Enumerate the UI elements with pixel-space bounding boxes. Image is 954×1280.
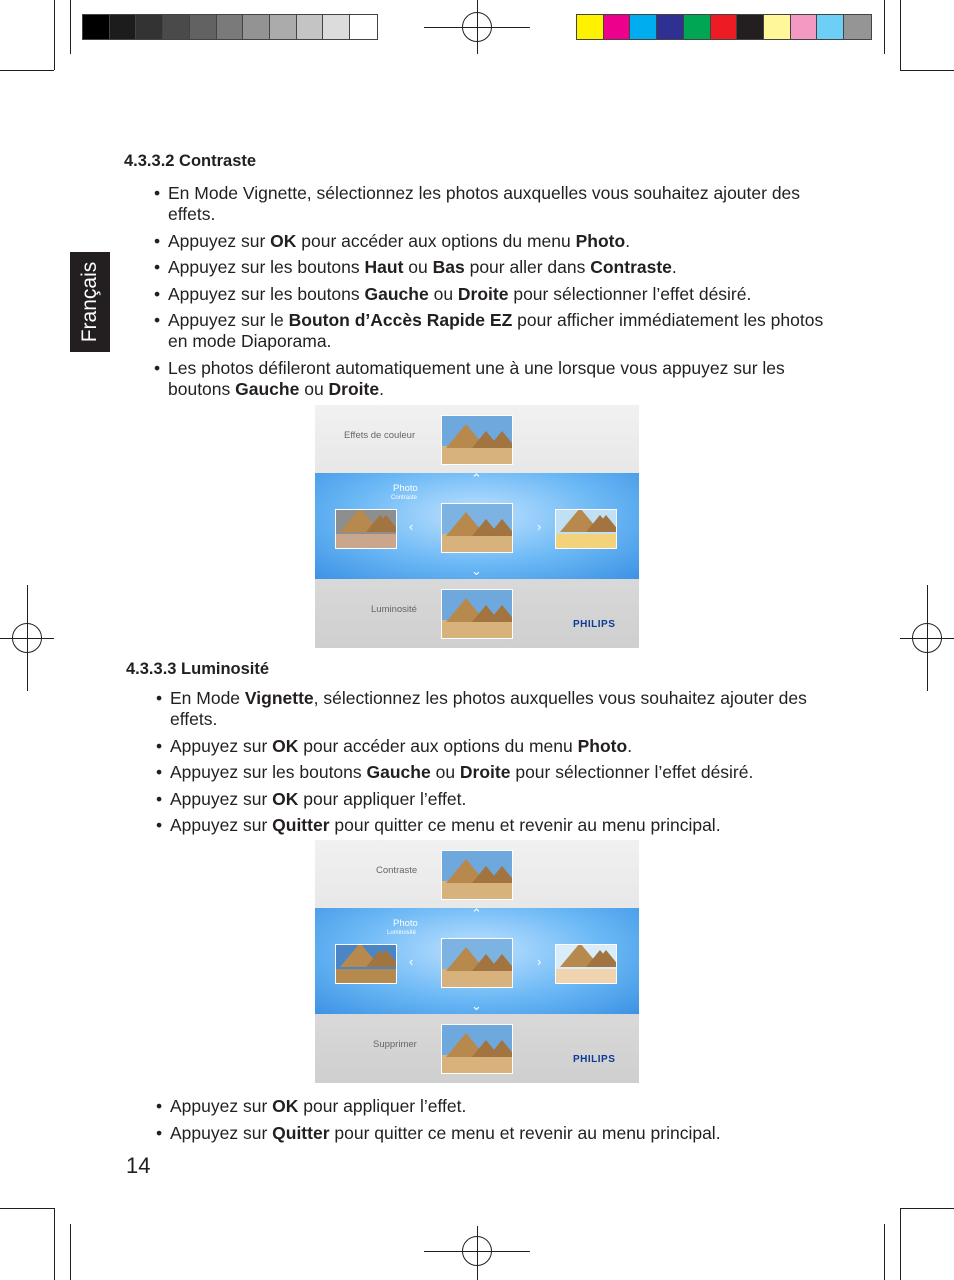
down-arrow-icon: ⌄ (471, 998, 482, 1013)
color-swatch (604, 15, 631, 39)
bullet-item: • Appuyez sur OK pour accéder aux options du menu Photo. (154, 231, 834, 252)
color-swatch (350, 15, 377, 39)
left-arrow-icon: ‹ (409, 519, 414, 534)
color-swatch (817, 15, 844, 39)
band-subtitle: Luminosité (387, 930, 417, 936)
color-swatch (163, 15, 190, 39)
photo-thumbnail (441, 938, 513, 988)
section-heading-contraste: 4.3.3.2 Contraste (124, 152, 257, 170)
photo-thumbnail (441, 1024, 513, 1074)
color-swatch (657, 15, 684, 39)
bottom-menu-label: Luminosité (371, 604, 417, 615)
page-number: 14 (126, 1153, 151, 1178)
color-swatch (83, 15, 110, 39)
bullet-item: • Appuyez sur les boutons Gauche ou Droite pour sélectionner l’effet désiré. (154, 284, 834, 305)
color-swatch (110, 15, 137, 39)
grayscale-color-bar (82, 14, 378, 40)
down-arrow-icon: ⌄ (471, 563, 482, 578)
photo-thumbnail (441, 415, 513, 465)
photo-thumbnail (441, 850, 513, 900)
bullet-item: • Appuyez sur OK pour appliquer l’effet. (156, 1096, 836, 1117)
color-swatch (684, 15, 711, 39)
color-swatch (136, 15, 163, 39)
right-arrow-icon: › (537, 519, 542, 534)
bullet-item: • Les photos défileront automatiquement une à une lorsque vous appuyez sur les boutons Gauche ou Droite. (154, 358, 834, 400)
philips-logo: PHILIPS (573, 1054, 616, 1065)
bullet-item: • En Mode Vignette, sélectionnez les photos auxquelles vous souhaitez ajouter des effets. (156, 688, 836, 730)
luminosite-screen-screenshot (315, 840, 639, 1083)
contraste-screen-screenshot (315, 405, 639, 648)
right-arrow-icon: › (537, 954, 542, 969)
up-arrow-icon: ⌃ (471, 906, 482, 921)
color-swatch (190, 15, 217, 39)
bullet-item: • Appuyez sur Quitter pour quitter ce menu et revenir au menu principal. (156, 815, 836, 836)
photo-thumbnail (555, 509, 617, 549)
contraste-instructions (154, 183, 834, 405)
photo-thumbnail (335, 509, 397, 549)
section-heading-luminosite: 4.3.3.3 Luminosité (126, 660, 270, 678)
final-instructions (156, 1096, 836, 1149)
color-swatch (577, 15, 604, 39)
bullet-item: • Appuyez sur les boutons Haut ou Bas pour aller dans Contraste. (154, 257, 834, 278)
band-subtitle: Contraste (391, 495, 418, 501)
photo-thumbnail (441, 503, 513, 553)
top-menu-label: Contraste (376, 865, 418, 876)
color-swatch (297, 15, 324, 39)
bullet-item: • Appuyez sur OK pour appliquer l’effet. (156, 789, 836, 810)
photo-thumbnail (335, 944, 397, 984)
bullet-item: • Appuyez sur Quitter pour quitter ce menu et revenir au menu principal. (156, 1123, 836, 1144)
process-color-bar (576, 14, 872, 40)
bullet-item: • Appuyez sur le Bouton d’Accès Rapide EZ pour afficher immédiatement les photos en mode Diaporama. (154, 310, 834, 352)
photo-thumbnail (441, 589, 513, 639)
band-title: Photo (393, 483, 418, 494)
bullet-item: • Appuyez sur OK pour accéder aux options du menu Photo. (156, 736, 836, 757)
photo-thumbnail (555, 944, 617, 984)
color-swatch (270, 15, 297, 39)
top-menu-label: Effets de couleur (344, 430, 416, 441)
left-arrow-icon: ‹ (409, 954, 414, 969)
bullet-item: • En Mode Vignette, sélectionnez les photos auxquelles vous souhaitez ajouter des effets. (154, 183, 834, 225)
language-tab (70, 252, 110, 352)
color-swatch (323, 15, 350, 39)
language-tab-label: Français (78, 261, 101, 343)
bullet-item: • Appuyez sur les boutons Gauche ou Droite pour sélectionner l’effet désiré. (156, 762, 836, 783)
up-arrow-icon: ⌃ (471, 471, 482, 486)
color-swatch (243, 15, 270, 39)
color-swatch (791, 15, 818, 39)
bottom-menu-label: Supprimer (373, 1039, 417, 1050)
philips-logo: PHILIPS (573, 619, 616, 630)
color-swatch (217, 15, 244, 39)
color-swatch (711, 15, 738, 39)
color-swatch (630, 15, 657, 39)
band-title: Photo (393, 918, 418, 929)
color-swatch (764, 15, 791, 39)
color-swatch (844, 15, 871, 39)
luminosite-instructions (156, 688, 836, 842)
color-swatch (737, 15, 764, 39)
